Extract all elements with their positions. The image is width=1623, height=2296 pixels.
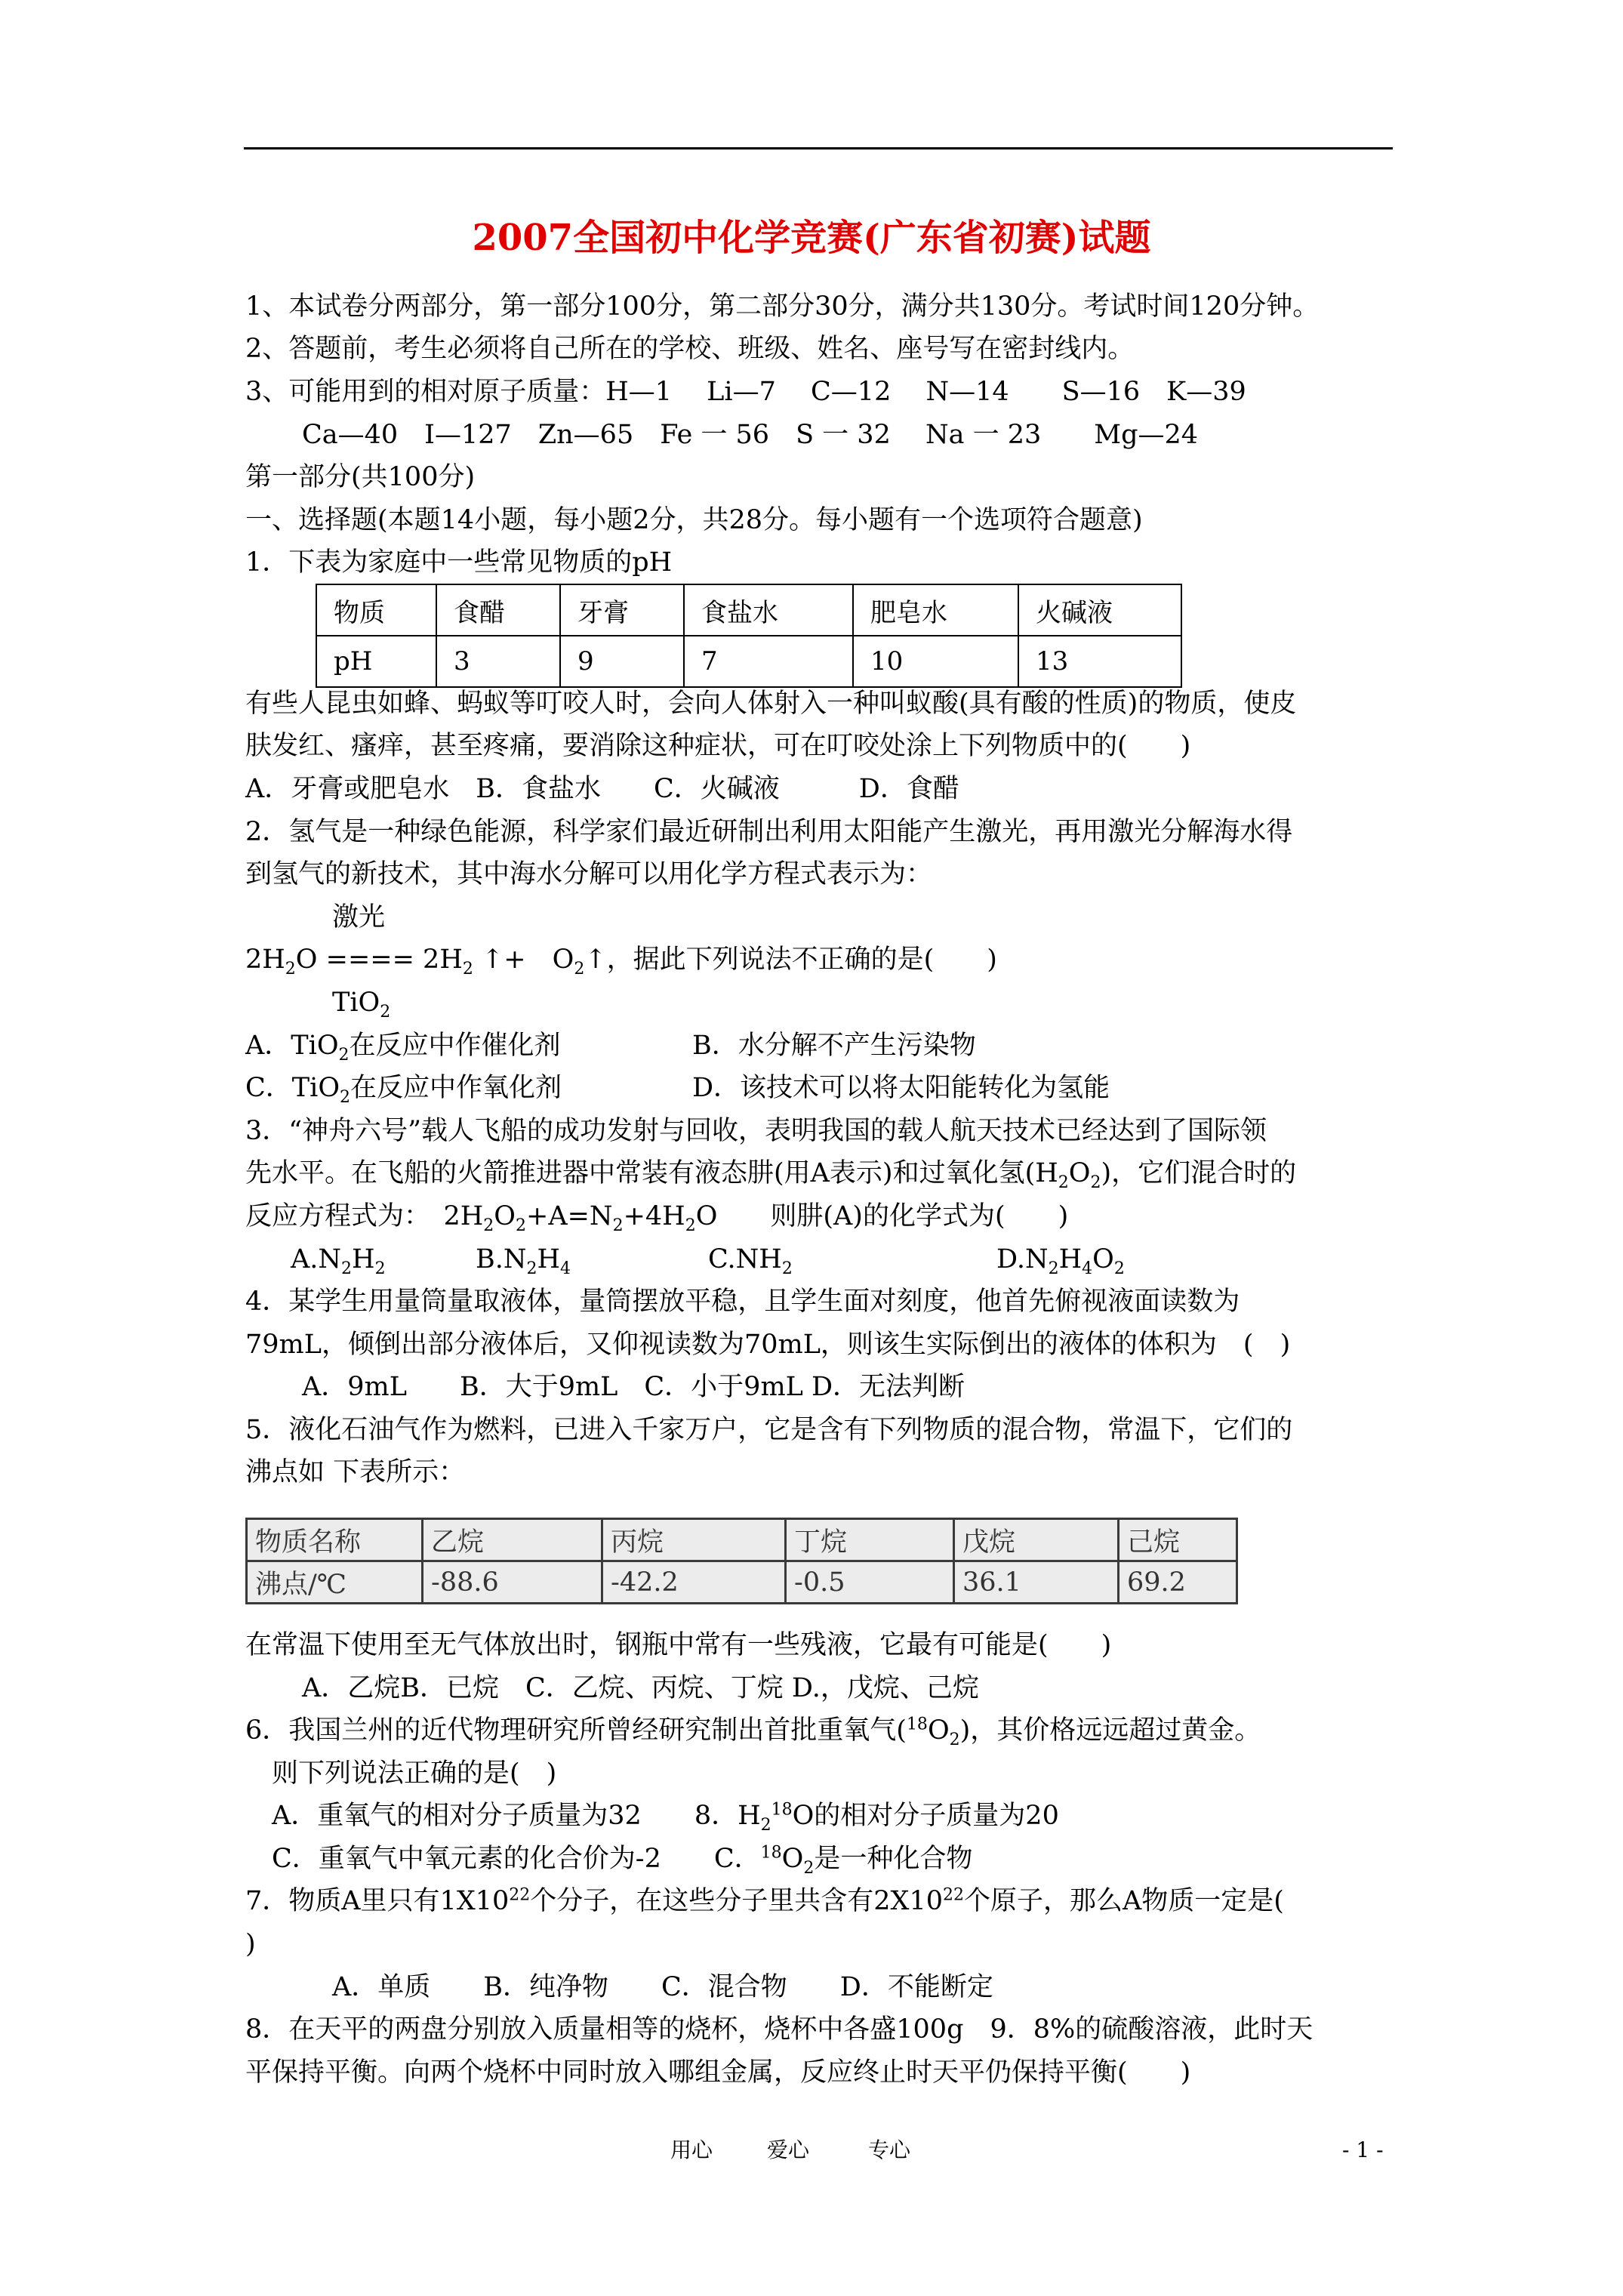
q2-line-2: 到氢气的新技术，其中海水分解可以用化学方程式表示为： <box>245 859 933 889</box>
subscript: 2 <box>803 1859 815 1878</box>
q3-option-b <box>476 1241 571 1277</box>
q2-eq-below <box>332 985 390 1021</box>
opt-part: C．TiO <box>245 1073 340 1103</box>
subscript: 2 <box>338 1046 350 1065</box>
text-part: +4H <box>623 1201 685 1231</box>
opt-part: H <box>352 1244 375 1274</box>
footer-motto-2: 爱心 <box>767 2137 810 2162</box>
text-part: 个分子，在这些分子里共含有2X10 <box>530 1886 944 1916</box>
table-cell: 36.1 <box>954 1561 1119 1604</box>
q3-option-c <box>708 1241 793 1277</box>
q3-option-a <box>291 1241 386 1277</box>
opt-part: 在反应中作氧化剂 <box>350 1073 562 1103</box>
subscript: 2 <box>483 1216 494 1235</box>
eq-part: 2H <box>245 945 285 975</box>
text-part: 是一种化合物 <box>814 1844 973 1874</box>
q6-line-4 <box>272 1841 972 1877</box>
eq-part: O ==== 2H <box>295 945 463 975</box>
subscript: 2 <box>462 960 473 978</box>
subscript: 2 <box>760 1816 771 1835</box>
superscript: 22 <box>943 1885 965 1905</box>
opt-part: A.N <box>291 1244 342 1274</box>
text-part: 先水平。在飞船的火箭推进器中常装有液态肼(用A表示)和过氧化氢(H <box>245 1158 1058 1188</box>
q6-line-3 <box>272 1798 1059 1834</box>
table-cell: 物质 <box>316 584 436 636</box>
part-heading: 第一部分(共100分) <box>245 462 476 492</box>
table-row <box>316 636 1181 687</box>
text-part: O <box>927 1715 950 1746</box>
q2-line-1: 2．氢气是一种绿色能源，科学家们最近研制出利用太阳能产生激光，再用激光分解海水得 <box>245 817 1293 847</box>
q1-text-2: 肤发红、瘙痒，甚至疼痛，要消除这种症状，可在叮咬处涂上下列物质中的( ) <box>245 731 1191 761</box>
text-part: )，其价格远远超过黄金。 <box>959 1715 1261 1746</box>
text-part: O <box>1068 1158 1091 1188</box>
text-part: O <box>781 1844 804 1874</box>
table-row <box>316 584 1181 636</box>
intro-line-2: 2、答题前，考生必须将自己所在的学校、班级、姓名、座号写在密封线内。 <box>245 334 1135 364</box>
q8-line-1: 8．在天平的两盘分别放入质量相等的烧杯，烧杯中各盛100g 9．8%的硫酸溶液，此时天 <box>245 2014 1313 2045</box>
text-part: C．重氧气中氧元素的化合价为-2 C． <box>272 1844 761 1874</box>
text-part: O 则肼(A)的化学式为( ) <box>695 1201 1069 1231</box>
subscript: 2 <box>526 1259 537 1278</box>
text-part: 个原子，那么A物质一定是( <box>964 1886 1284 1916</box>
table-cell: 肥皂水 <box>853 584 1018 636</box>
table-cell: 丙烷 <box>602 1519 786 1561</box>
text-part: +A=N <box>526 1201 613 1231</box>
table-cell: -0.5 <box>786 1561 954 1604</box>
table-cell: 沸点/℃ <box>247 1561 423 1604</box>
intro-line-3: 3、可能用到的相对原子质量：H—1 Li—7 C—12 N—14 S—16 K—39 <box>245 377 1246 407</box>
subscript: 2 <box>1090 1173 1101 1192</box>
superscript: 18 <box>760 1843 782 1863</box>
opt-part: B.N <box>476 1244 527 1274</box>
section-heading: 一、选择题(本题14小题，每小题2分，共28分。每小题有一个选项符合题意) <box>245 505 1143 535</box>
q8-line-2: 平保持平衡。向两个烧杯中同时放入哪组金属，反应终止时天平仍保持平衡( ) <box>245 2057 1191 2088</box>
text-part: )，它们混合时的 <box>1101 1158 1297 1188</box>
superscript: 22 <box>509 1885 531 1905</box>
text-part: O的相对分子质量为20 <box>792 1801 1059 1831</box>
header-rule <box>244 147 1393 149</box>
q2-option-b: B．水分解不产生污染物 <box>692 1031 976 1061</box>
text-part: 6．我国兰州的近代物理研究所曾经研究制出首批重氧气( <box>245 1715 907 1746</box>
q4-options: A．9mL B．大于9mL C．小于9mL D．无法判断 <box>302 1372 965 1402</box>
eq-part: ↑+ O <box>473 945 574 975</box>
boiling-point-table-image <box>245 1518 1238 1604</box>
q2-option-c <box>245 1070 562 1106</box>
table-cell: -42.2 <box>602 1561 786 1604</box>
q3-line-3 <box>245 1198 1068 1234</box>
table-cell: 食盐水 <box>684 584 853 636</box>
table-cell: 火碱液 <box>1018 584 1181 636</box>
q2-eq-above: 激光 <box>332 902 386 932</box>
q5-line-2: 沸点如 下表所示： <box>245 1457 466 1487</box>
table-row <box>247 1519 1237 1561</box>
q2-equation <box>245 942 997 978</box>
opt-part: A．TiO <box>245 1031 339 1061</box>
opt-part: O <box>1092 1244 1114 1274</box>
table-cell: 物质名称 <box>247 1519 423 1561</box>
page-title: 2007全国初中化学竞赛(广东省初赛)试题 <box>472 217 1151 259</box>
table-cell: 己烷 <box>1119 1519 1237 1561</box>
q6-line-2: 则下列说法正确的是( ) <box>272 1758 557 1789</box>
q5-options: A．乙烷B．已烷 C．乙烷、丙烷、丁烷 D.，戊烷、己烷 <box>302 1673 979 1703</box>
q3-line-1: 3．“神舟六号”载人飞船的成功发射与回收，表明我国的载人航天技术已经达到了国际领 <box>245 1116 1267 1146</box>
q7-line-2: ) <box>245 1929 256 1959</box>
q4-line-2: 79mL，倾倒出部分液体后，又仰视读数为70mL，则该生实际倒出的液体的体积为 ( ) <box>245 1330 1291 1360</box>
subscript: 2 <box>1113 1259 1125 1278</box>
subscript: 2 <box>1048 1259 1059 1278</box>
intro-line-4: Ca—40 I—127 Zn—65 Fe 一 56 S 一 32 Na 一 23 Mg—24 <box>302 420 1199 450</box>
table-cell: 10 <box>853 636 1018 687</box>
q3-option-d <box>996 1241 1125 1277</box>
q6-line-1 <box>245 1712 1261 1749</box>
ph-table <box>316 584 1182 688</box>
opt-part: 在反应中作催化剂 <box>349 1031 561 1061</box>
text-part: O <box>494 1201 516 1231</box>
subscript: 2 <box>285 960 296 978</box>
table-cell: pH <box>316 636 436 687</box>
opt-part: H <box>1058 1244 1083 1274</box>
table-cell: 戊烷 <box>954 1519 1119 1561</box>
subscript: 2 <box>340 1088 351 1107</box>
subscript: 2 <box>1058 1173 1069 1192</box>
subscript: 4 <box>1082 1259 1093 1278</box>
table-cell: 3 <box>436 636 560 687</box>
q2-option-d: D．该技术可以将太阳能转化为氢能 <box>692 1073 1110 1103</box>
superscript: 18 <box>906 1715 928 1734</box>
footer-motto-3: 专心 <box>868 2137 911 2162</box>
table-cell: 13 <box>1018 636 1181 687</box>
table-cell: 食醋 <box>436 584 560 636</box>
subscript: 2 <box>949 1730 960 1749</box>
q3-line-2 <box>245 1155 1296 1191</box>
q1-text-1: 有些人昆虫如蜂、蚂蚁等叮咬人时，会向人体射入一种叫蚁酸(具有酸的性质)的物质，使皮 <box>245 689 1297 719</box>
subscript: 2 <box>516 1216 526 1235</box>
subscript: 2 <box>341 1259 353 1278</box>
table-cell: 7 <box>684 636 853 687</box>
boiling-point-table <box>245 1518 1238 1604</box>
subscript: 2 <box>685 1216 696 1235</box>
table-row <box>247 1561 1237 1604</box>
opt-part: D.N <box>996 1244 1049 1274</box>
eq-part: TiO <box>332 988 380 1018</box>
opt-part: C.NH <box>708 1244 782 1274</box>
q5-line-1: 5．液化石油气作为燃料，已进入千家万户，它是含有下列物质的混合物，常温下，它们的 <box>245 1415 1293 1445</box>
subscript: 2 <box>574 960 585 978</box>
q7-options: A．单质 B．纯净物 C．混合物 D．不能断定 <box>332 1972 993 2002</box>
intro-line-1: 1、本试卷分两部分，第一部分100分，第二部分30分，满分共130分。考试时间120分钟。 <box>245 291 1320 322</box>
table-cell: 乙烷 <box>423 1519 602 1561</box>
subscript: 2 <box>374 1259 386 1278</box>
q1-stem: 1．下表为家庭中一些常见物质的pH <box>245 547 673 578</box>
opt-part: H <box>537 1244 561 1274</box>
subscript: 2 <box>781 1259 793 1278</box>
q1-options: A．牙膏或肥皂水 B．食盐水 C．火碱液 D．食醋 <box>245 774 959 804</box>
table-cell: 丁烷 <box>786 1519 954 1561</box>
q5-line-3: 在常温下使用至无气体放出时，钢瓶中常有一些残液，它最有可能是( ) <box>245 1630 1112 1660</box>
subscript: 2 <box>380 1003 391 1022</box>
page-number: - 1 - <box>1342 2137 1384 2162</box>
superscript: 18 <box>771 1800 793 1820</box>
text-part: A．重氧气的相对分子质量为32 8．H <box>272 1801 761 1831</box>
subscript: 4 <box>560 1259 571 1278</box>
table-cell: 9 <box>560 636 684 687</box>
q7-line-1 <box>245 1883 1284 1919</box>
text-part: 7．物质A里只有1X10 <box>245 1886 510 1916</box>
subscript: 2 <box>612 1216 624 1235</box>
footer-motto-1: 用心 <box>670 2137 713 2162</box>
q4-line-1: 4．某学生用量筒量取液体，量筒摆放平稳，且学生面对刻度，他首先俯视液面读数为 <box>245 1287 1240 1317</box>
table-cell: -88.6 <box>423 1561 602 1604</box>
q2-option-a <box>245 1028 561 1064</box>
text-part: 反应方程式为： 2H <box>245 1201 484 1231</box>
eq-part: ↑，据此下列说法不正确的是( ) <box>584 945 997 975</box>
table-cell: 牙膏 <box>560 584 684 636</box>
table-cell: 69.2 <box>1119 1561 1237 1604</box>
